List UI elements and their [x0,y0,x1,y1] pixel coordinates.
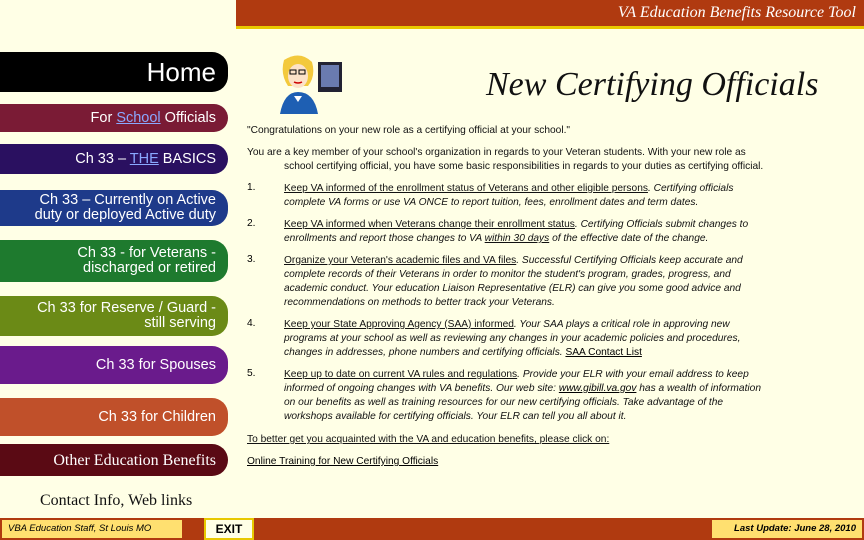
list-item: Keep up to date on current VA rules and regulations. Provide your ELR with your email address to keep informed of ongoing changes with VA benefits. Our web site: www.gibill.va.gov has a wealth of information on our benefits as well as training resources for our new certifying officials. Take advantage of the workshops available for certifying officials. Your ELR can tell you all about it. [284,369,762,422]
woman-at-computer-icon [274,52,344,114]
item-heading: Organize your Veteran's academic files and VA files [284,255,517,266]
list-item: Keep your State Approving Agency (SAA) informed. Your SAA plays a critical role in approving new programs at your school as well as reviewing any changes in your academic policies and procedures, changes in addresses, phone numbers and certifying officials. SAA Contact List [284,319,741,358]
intro-line-2: school certifying official, you have some basic responsibilities in regards to your duties as certifying official. [284,161,764,172]
nav-for-school-officials[interactable]: For School Officials [0,104,228,132]
exit-button[interactable]: EXIT [204,518,254,540]
online-training-link[interactable]: Online Training for New Certifying Officials [247,456,439,467]
item-number: 1. [247,182,256,193]
item-number: 4. [247,318,256,329]
item-heading: Keep up to date on current VA rules and regulations [284,369,518,380]
header-divider [236,26,864,29]
nav-ch33-basics[interactable]: Ch 33 – THE BASICS [0,144,228,174]
page-title: New Certifying Officials [486,66,819,103]
app-title: VA Education Benefits Resource Tool [617,4,856,21]
staff-label: VBA Education Staff, St Louis MO [2,520,182,538]
list-item: Keep VA informed of the enrollment status of Veterans and other eligible persons. Certifying officials complete VA forms or use VA ONCE to report tuition, fees, enrollment dates and term dates. [284,183,734,208]
item-heading: Keep VA informed when Veterans change their enrollment status [284,219,575,230]
nav-ch33-children[interactable]: Ch 33 for Children [0,398,228,436]
list-item: Keep VA informed when Veterans change their enrollment status. Certifying Officials submit changes to enrollments and report those changes to VA within 30 days of the effective date of the change. [284,219,749,244]
intro-line-1: You are a key member of your school's organization in regards to your Veteran students. With your new role as [247,147,746,158]
contact-info-link[interactable]: Contact Info, Web links [40,492,193,509]
list-item: Organize your Veteran's academic files and VA files. Successful Certifying Officials keep accurate and complete records of their Veterans in order to monitor the student's program, grades, progress, and academic conduct. Your education Liaison Representative (ELR) can give you some good advice and recommendations on methods to better track your Veterans. [284,255,743,308]
congrats-text: "Congratulations on your new role as a certifying official at your school." [247,125,571,136]
gibill-website-link[interactable]: www.gibill.va.gov [558,383,637,394]
nav-home[interactable]: Home [0,52,228,92]
saa-contact-list-link[interactable]: SAA Contact List [565,347,642,358]
nav-ch33-veterans[interactable]: Ch 33 - for Veterans - discharged or retired [0,240,228,282]
nav-ch33-active-duty[interactable]: Ch 33 – Currently on Active duty or deployed Active duty [0,190,228,226]
item-heading: Keep your State Approving Agency (SAA) informed [284,319,514,330]
header-bar [236,0,864,26]
item-number: 2. [247,218,256,229]
item-heading: Keep VA informed of the enrollment status of Veterans and other eligible persons [284,183,648,194]
nav-other-education-benefits[interactable]: Other Education Benefits [0,444,228,476]
acquaint-text: To better get you acquainted with the VA and education benefits, please click on: [247,434,610,445]
item-number: 3. [247,254,256,265]
nav-ch33-spouses[interactable]: Ch 33 for Spouses [0,346,228,384]
last-update: Last Update: June 28, 2010 [712,520,862,538]
item-number: 5. [247,368,256,379]
nav-ch33-reserve-guard[interactable]: Ch 33 for Reserve / Guard - still serving [0,296,228,336]
